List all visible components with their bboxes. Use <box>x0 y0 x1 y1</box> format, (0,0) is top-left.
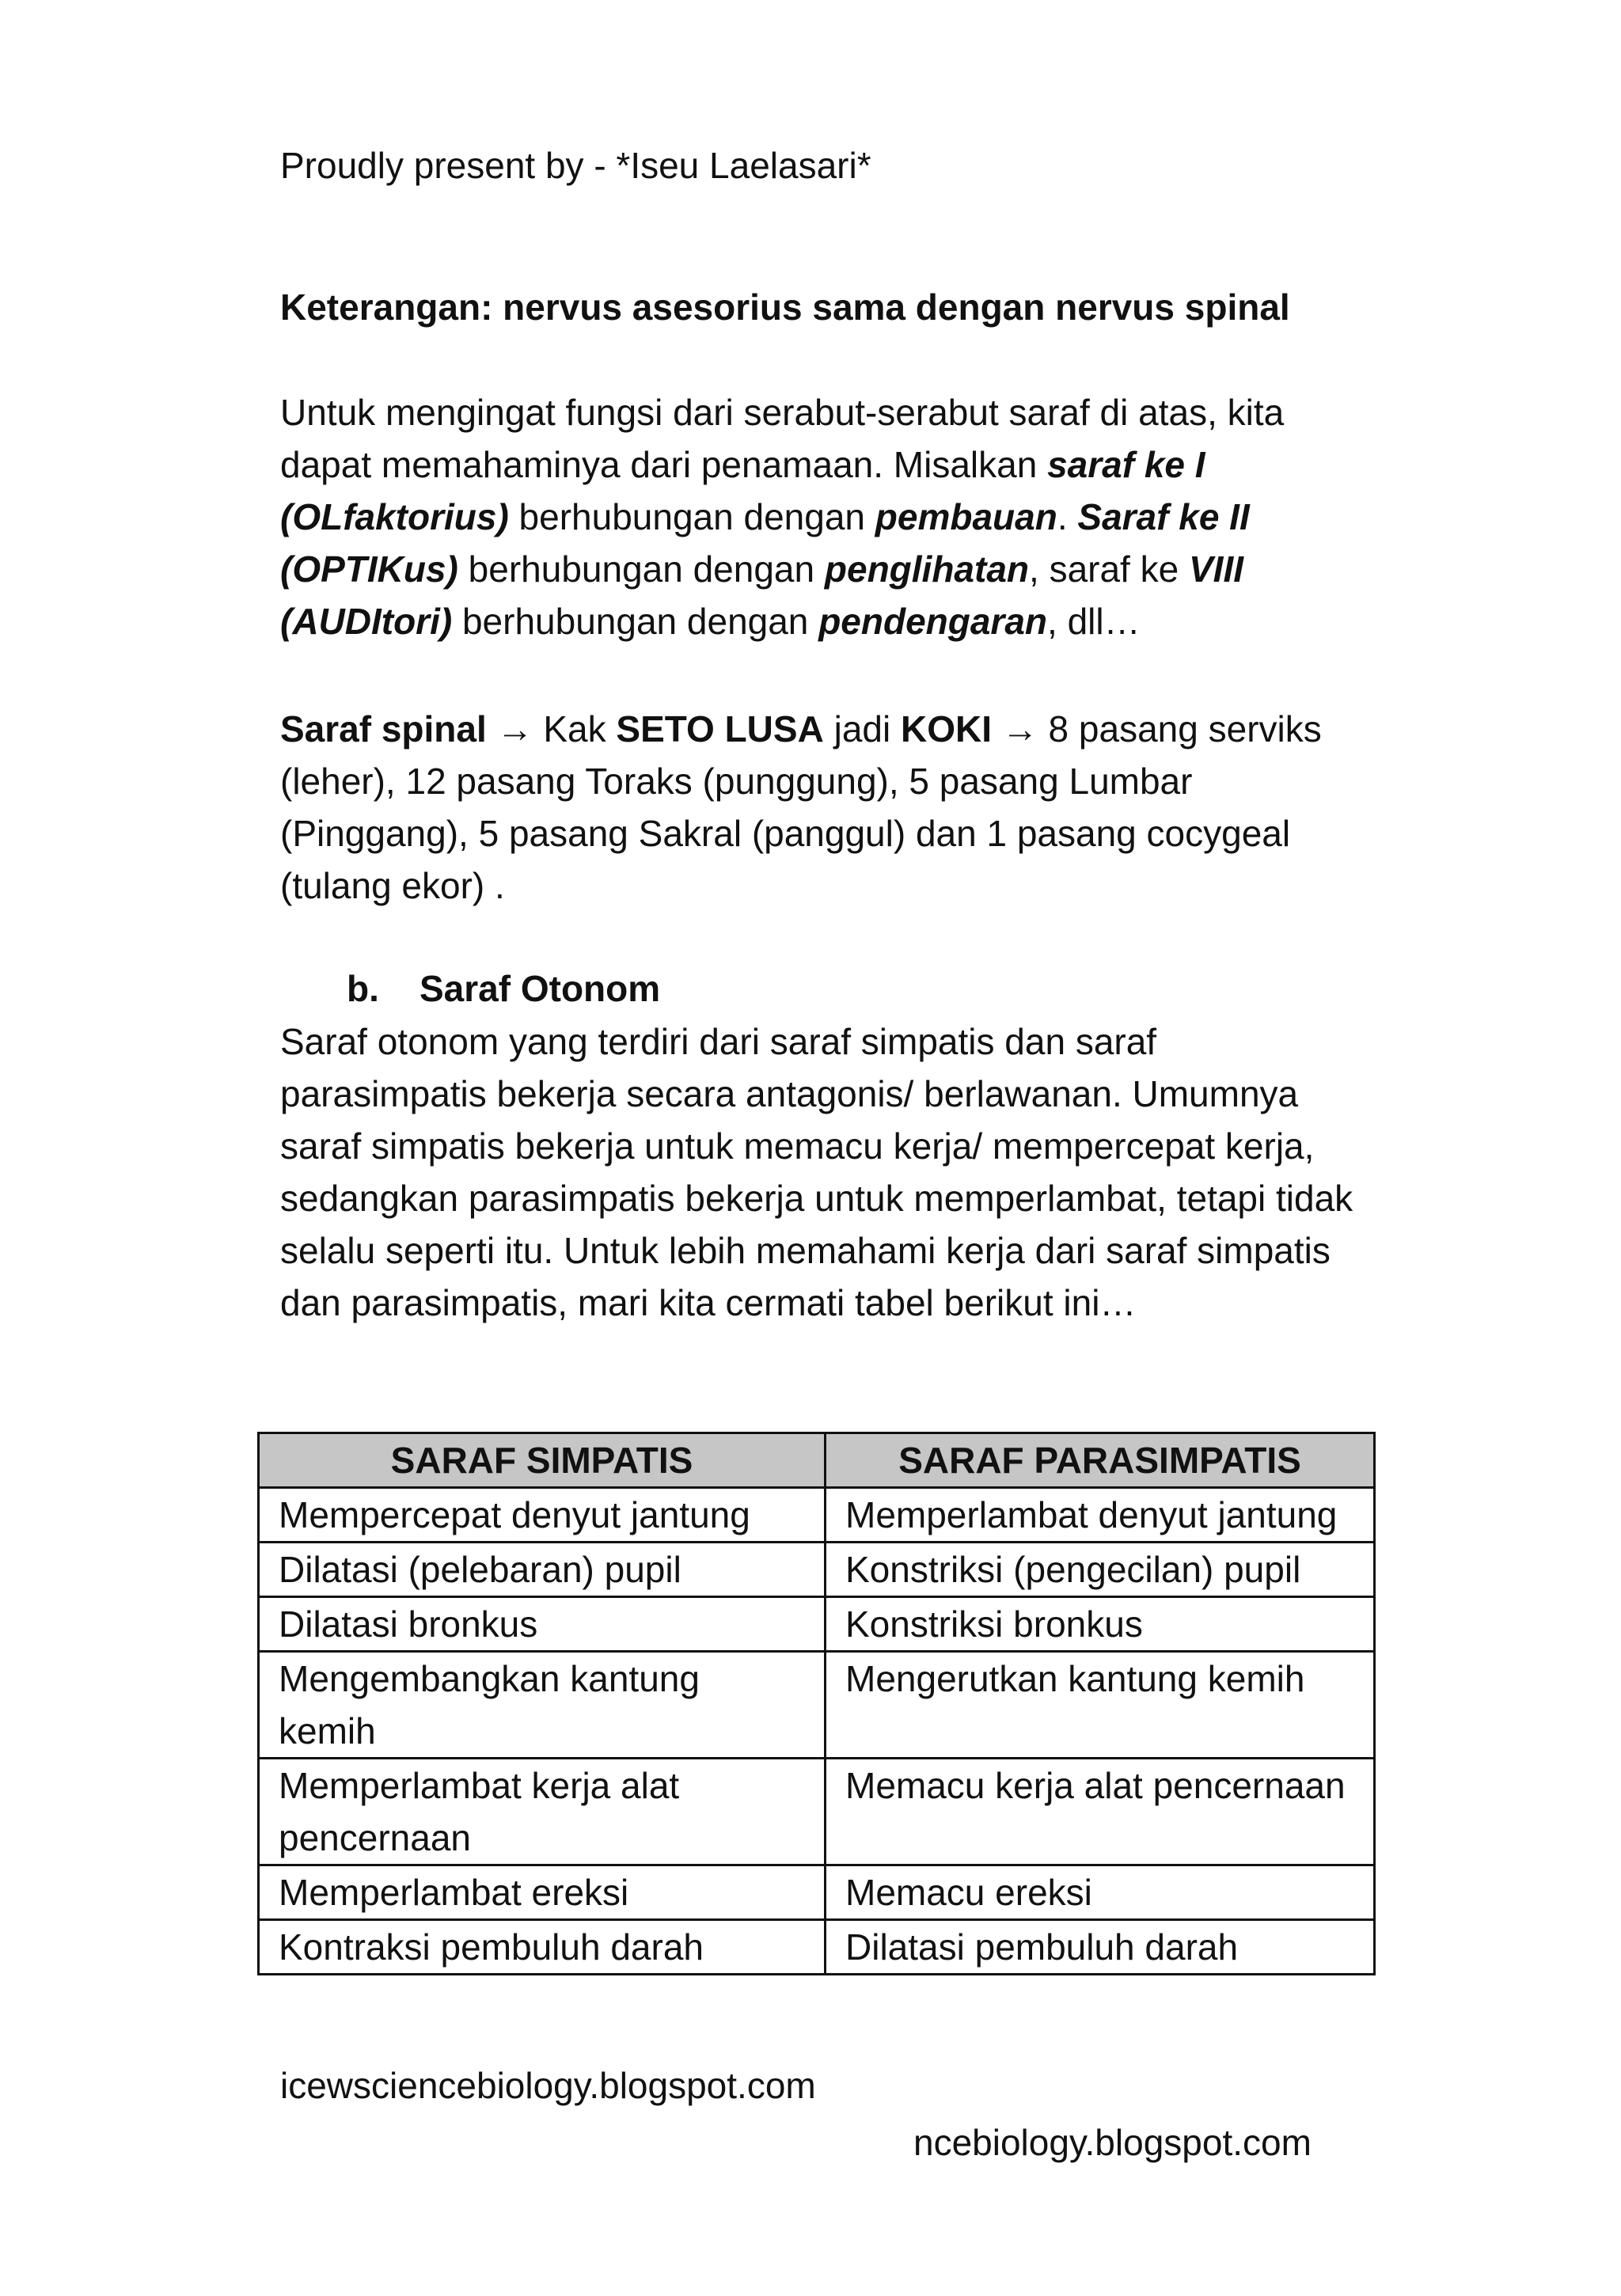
mnemonic-text-7: , dll… <box>1047 601 1141 642</box>
otonom-paragraph: Saraf otonom yang terdiri dari saraf simpatis dan saraf parasimpatis bekerja secara antagonis/ berlawanan. Umumnya saraf simpatis bekerja untuk memacu kerja/ mempercepat kerja, sedangkan parasimpatis bekerja untuk memperlambat, tetapi tidak selalu seperti itu. Untuk lebih memahami kerja dari saraf simpatis dan parasimpatis, mari kita cermati tabel berikut ini… <box>280 1021 1353 1323</box>
table-cell: Konstriksi bronkus <box>826 1597 1375 1652</box>
table-cell: Mengembangkan kantung kemih <box>259 1652 826 1759</box>
spinal-label: Saraf spinal <box>280 708 487 750</box>
table-row <box>259 1597 1375 1652</box>
mnemonic-emphasis-6: pendengaran <box>818 601 1048 642</box>
mnemonic-text-2: berhubungan dengan <box>508 496 875 537</box>
footer-url-1: icewsciencebiology.blogspot.com <box>280 2065 816 2106</box>
spinal-text-1: Kak <box>533 708 617 750</box>
table-cell: Konstriksi (pengecilan) pupil <box>826 1543 1375 1597</box>
arrow-right-icon: → <box>1001 708 1038 750</box>
comparison-table <box>257 1432 1376 1975</box>
section-letter: b. <box>347 968 379 1009</box>
table-cell: Kontraksi pembuluh darah <box>259 1920 826 1975</box>
table-row <box>259 1652 1375 1759</box>
mnemonic-emphasis-3: Saraf ke II (OPTIKus) <box>280 496 1250 590</box>
table-cell: Memperlambat kerja alat pencernaan <box>259 1759 826 1865</box>
arrow-right-icon: → <box>496 708 533 750</box>
table-header-parasimpatis: SARAF PARASIMPATIS <box>826 1433 1375 1488</box>
table-cell: Memperlambat denyut jantung <box>826 1488 1375 1543</box>
table-row <box>259 1543 1375 1597</box>
mnemonic-emphasis-1: saraf ke I (OLfaktorius) <box>280 444 1205 537</box>
mnemonic-text-5: , saraf ke <box>1029 548 1189 590</box>
mnemonic-text-6: berhubungan dengan <box>452 601 819 642</box>
spinal-mnemonic-koki: KOKI <box>900 708 992 750</box>
table-cell: Memacu ereksi <box>826 1865 1375 1920</box>
table-header-row <box>259 1433 1375 1488</box>
note-heading: Keterangan: nervus asesorius sama dengan nervus spinal <box>280 287 1290 328</box>
spinal-text-3: 8 pasang serviks (leher), 12 pasang Toraks (punggung), 5 pasang Lumbar (Pinggang), 5 pasang Sakral (panggul) dan 1 pasang cocygeal (tulang ekor) . <box>280 708 1322 906</box>
mnemonic-text-1: Untuk mengingat fungsi dari serabut-serabut saraf di atas, kita dapat memahaminya dari penamaan. Misalkan <box>280 392 1285 485</box>
table-cell: Dilatasi (pelebaran) pupil <box>259 1543 826 1597</box>
table-cell: Dilatasi bronkus <box>259 1597 826 1652</box>
table-row <box>259 1920 1375 1975</box>
table-header-simpatis: SARAF SIMPATIS <box>259 1433 826 1488</box>
table-row <box>259 1865 1375 1920</box>
table-cell: Memacu kerja alat pencernaan <box>826 1759 1375 1865</box>
mnemonic-emphasis-2: pembauan <box>875 496 1057 537</box>
table-cell: Dilatasi pembuluh darah <box>826 1920 1375 1975</box>
mnemonic-text-4: berhubungan dengan <box>457 548 825 590</box>
author-credit: Proudly present by - *Iseu Laelasari* <box>280 145 871 186</box>
spinal-paragraph <box>280 703 1357 912</box>
table-cell: Mempercepat denyut jantung <box>259 1488 826 1543</box>
mnemonic-emphasis-5: VIII (AUDItori) <box>280 548 1244 642</box>
mnemonic-text-3: . <box>1057 496 1078 537</box>
spinal-mnemonic-seto: SETO LUSA <box>616 708 824 750</box>
section-title: Saraf Otonom <box>419 968 661 1009</box>
mnemonic-emphasis-4: penglihatan <box>824 548 1030 590</box>
table-cell: Memperlambat ereksi <box>259 1865 826 1920</box>
table-row <box>259 1759 1375 1865</box>
table-cell: Mengerutkan kantung kemih <box>826 1652 1375 1759</box>
spinal-text-2: jadi <box>823 708 901 750</box>
table-row <box>259 1488 1375 1543</box>
mnemonic-paragraph <box>280 386 1357 647</box>
footer-url-2: ncebiology.blogspot.com <box>913 2122 1312 2163</box>
section-heading <box>347 962 1423 1015</box>
